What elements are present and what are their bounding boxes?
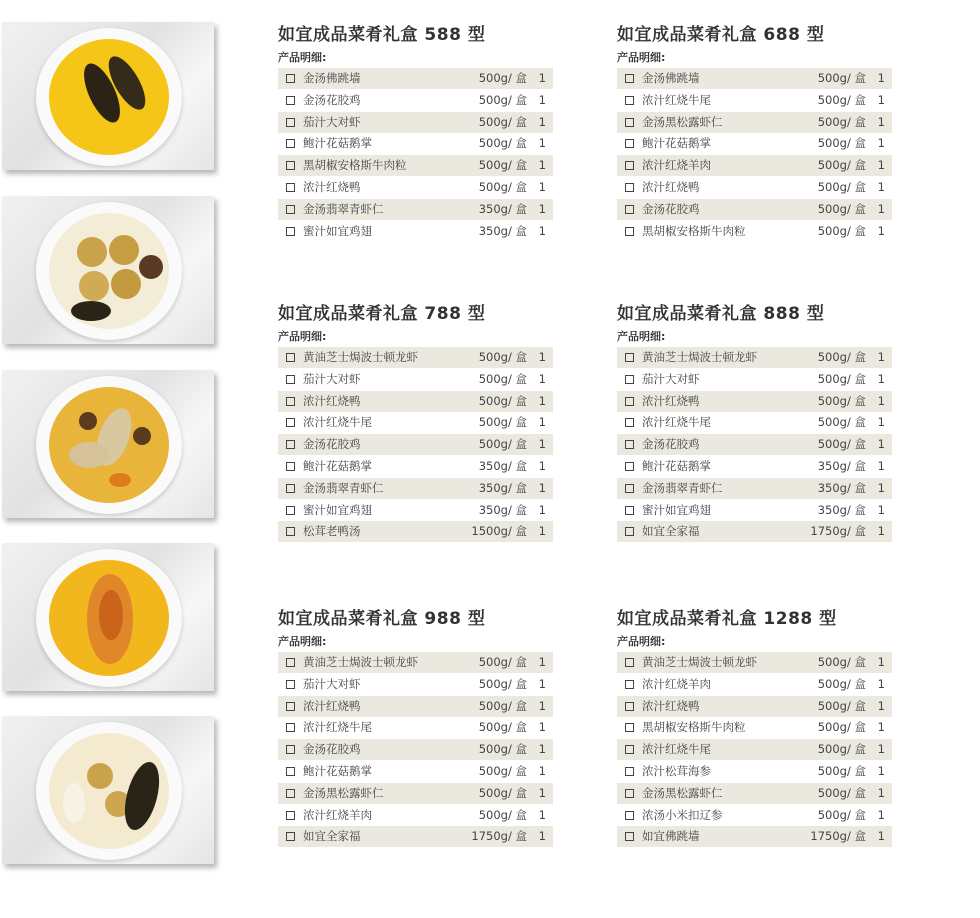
item-row — [617, 221, 892, 242]
item-weight: 500g/ 盒 — [817, 720, 866, 735]
detail-label: 产品明细: — [617, 51, 666, 64]
checkbox-square-icon — [625, 462, 634, 471]
box-title: 如宜成品菜肴礼盒 988 型 — [278, 609, 486, 629]
checkbox-square-icon — [286, 506, 295, 515]
gift-box-988 — [278, 607, 553, 848]
checkbox-square-icon — [286, 658, 295, 667]
checkbox-square-icon — [286, 702, 295, 711]
item-weight: 1750g/ 盒 — [810, 524, 866, 539]
item-count: 1 — [538, 524, 546, 539]
item-count: 1 — [538, 201, 546, 216]
item-count: 1 — [877, 458, 885, 473]
photo-soup — [49, 39, 169, 155]
checkbox-square-icon — [286, 183, 295, 192]
gift-box-688 — [617, 23, 892, 242]
item-name: 鲍汁花菇鹅掌 — [303, 763, 372, 778]
item-weight: 500g/ 盒 — [478, 179, 527, 194]
item-weight: 500g/ 盒 — [817, 71, 866, 85]
item-row — [617, 500, 892, 521]
item-name: 浓汁红烧牛尾 — [642, 742, 711, 757]
item-row — [617, 133, 892, 154]
item-weight: 500g/ 盒 — [817, 114, 866, 129]
checkbox-square-icon — [625, 832, 634, 841]
item-row — [278, 696, 553, 717]
item-count: 1 — [877, 158, 885, 173]
item-name: 浓汁红烧鸭 — [303, 179, 361, 194]
item-row — [617, 369, 892, 390]
item-name: 金汤花胶鸡 — [303, 437, 361, 452]
checkbox-square-icon — [286, 440, 295, 449]
item-weight: 350g/ 盒 — [478, 223, 527, 238]
item-list — [617, 68, 892, 242]
item-row — [278, 783, 553, 804]
item-count: 1 — [538, 71, 546, 85]
item-weight: 500g/ 盒 — [817, 698, 866, 713]
checkbox-square-icon — [625, 118, 634, 127]
item-count: 1 — [877, 742, 885, 757]
item-count: 1 — [877, 371, 885, 386]
item-name: 茄汁大对虾 — [303, 676, 361, 691]
checkbox-square-icon — [286, 484, 295, 493]
item-name: 金汤黑松露虾仁 — [642, 785, 723, 800]
item-name: 蜜汁如宜鸡翅 — [303, 223, 372, 238]
item-count: 1 — [877, 676, 885, 691]
item-weight: 350g/ 盒 — [817, 480, 866, 495]
box-title: 如宜成品菜肴礼盒 788 型 — [278, 304, 486, 324]
item-row — [278, 652, 553, 673]
item-name: 浓汁红烧鸭 — [642, 393, 700, 408]
item-name: 浓汁松茸海参 — [642, 763, 711, 778]
item-weight: 350g/ 盒 — [817, 458, 866, 473]
item-weight: 500g/ 盒 — [478, 371, 527, 386]
checkbox-square-icon — [625, 375, 634, 384]
item-name: 金汤花胶鸡 — [303, 742, 361, 757]
checkbox-square-icon — [625, 506, 634, 515]
item-count: 1 — [538, 763, 546, 778]
item-row — [617, 434, 892, 455]
item-row — [617, 412, 892, 433]
checkbox-square-icon — [625, 440, 634, 449]
item-name: 金汤翡翠青虾仁 — [642, 480, 723, 495]
item-weight: 500g/ 盒 — [817, 158, 866, 173]
item-name: 如宜全家福 — [642, 524, 700, 539]
checkbox-square-icon — [286, 375, 295, 384]
detail-label: 产品明细: — [617, 635, 666, 648]
item-row — [617, 717, 892, 738]
checkbox-square-icon — [625, 96, 634, 105]
item-weight: 500g/ 盒 — [817, 437, 866, 452]
item-row — [278, 155, 553, 176]
item-list — [278, 347, 553, 542]
item-row — [617, 761, 892, 782]
item-count: 1 — [877, 114, 885, 129]
item-weight: 500g/ 盒 — [478, 742, 527, 757]
item-row — [278, 221, 553, 242]
checkbox-square-icon — [286, 527, 295, 536]
checkbox-square-icon — [625, 74, 634, 83]
item-count: 1 — [877, 393, 885, 408]
item-row — [278, 521, 553, 542]
item-count: 1 — [877, 807, 885, 822]
checkbox-square-icon — [286, 767, 295, 776]
item-name: 蜜汁如宜鸡翅 — [642, 502, 711, 517]
item-count: 1 — [877, 829, 885, 844]
checkbox-square-icon — [625, 139, 634, 148]
item-name: 黑胡椒安格斯牛肉粒 — [303, 158, 407, 173]
item-row — [278, 478, 553, 499]
item-weight: 500g/ 盒 — [817, 393, 866, 408]
checkbox-square-icon — [625, 789, 634, 798]
item-count: 1 — [538, 415, 546, 430]
item-count: 1 — [538, 720, 546, 735]
item-count: 1 — [538, 393, 546, 408]
detail-label: 产品明细: — [278, 51, 327, 64]
checkbox-square-icon — [625, 658, 634, 667]
item-count: 1 — [877, 201, 885, 216]
item-weight: 500g/ 盒 — [817, 655, 866, 669]
item-count: 1 — [877, 223, 885, 238]
item-row — [617, 478, 892, 499]
checkbox-square-icon — [625, 680, 634, 689]
item-name: 浓汁红烧鸭 — [642, 179, 700, 194]
item-name: 浓汁红烧鸭 — [303, 393, 361, 408]
item-row — [278, 90, 553, 111]
item-row — [278, 717, 553, 738]
item-row — [617, 739, 892, 760]
item-name: 浓汁红烧羊肉 — [303, 807, 372, 822]
item-row — [278, 112, 553, 133]
item-name: 金汤黑松露虾仁 — [303, 785, 384, 800]
checkbox-square-icon — [286, 811, 295, 820]
item-count: 1 — [538, 655, 546, 669]
item-weight: 500g/ 盒 — [817, 136, 866, 151]
item-name: 金汤黑松露虾仁 — [642, 114, 723, 129]
item-count: 1 — [538, 92, 546, 107]
item-row — [617, 347, 892, 368]
item-count: 1 — [538, 371, 546, 386]
item-name: 黑胡椒安格斯牛肉粒 — [642, 223, 746, 238]
item-weight: 1500g/ 盒 — [471, 524, 527, 539]
item-weight: 500g/ 盒 — [817, 201, 866, 216]
checkbox-square-icon — [286, 227, 295, 236]
item-row — [617, 652, 892, 673]
item-name: 金汤翡翠青虾仁 — [303, 480, 384, 495]
item-count: 1 — [877, 437, 885, 452]
item-count: 1 — [538, 158, 546, 173]
sea-cucumber-soup-photo — [2, 22, 214, 170]
item-count: 1 — [538, 676, 546, 691]
item-row — [617, 783, 892, 804]
item-weight: 350g/ 盒 — [478, 458, 527, 473]
item-count: 1 — [877, 480, 885, 495]
item-name: 松茸老鸭汤 — [303, 524, 361, 539]
checkbox-square-icon — [286, 96, 295, 105]
item-weight: 500g/ 盒 — [817, 179, 866, 194]
box-title: 如宜成品菜肴礼盒 588 型 — [278, 25, 486, 45]
box-title: 如宜成品菜肴礼盒 888 型 — [617, 304, 825, 324]
item-name: 浓汁红烧牛尾 — [303, 415, 372, 430]
item-name: 蜜汁如宜鸡翅 — [303, 502, 372, 517]
item-weight: 500g/ 盒 — [478, 676, 527, 691]
item-name: 黄油芝士焗波士顿龙虾 — [642, 655, 757, 669]
item-count: 1 — [877, 415, 885, 430]
item-count: 1 — [538, 698, 546, 713]
item-weight: 500g/ 盒 — [817, 676, 866, 691]
item-name: 金汤花胶鸡 — [642, 437, 700, 452]
item-row — [617, 90, 892, 111]
item-count: 1 — [538, 114, 546, 129]
detail-label: 产品明细: — [278, 635, 327, 648]
item-weight: 1750g/ 盒 — [810, 829, 866, 844]
item-list — [278, 652, 553, 847]
item-weight: 500g/ 盒 — [817, 807, 866, 822]
item-count: 1 — [538, 179, 546, 194]
item-row — [278, 199, 553, 220]
item-weight: 500g/ 盒 — [478, 114, 527, 129]
item-row — [278, 761, 553, 782]
item-count: 1 — [538, 502, 546, 517]
checkbox-square-icon — [625, 161, 634, 170]
item-weight: 500g/ 盒 — [478, 785, 527, 800]
item-weight: 500g/ 盒 — [478, 655, 527, 669]
item-name: 茄汁大对虾 — [642, 371, 700, 386]
item-name: 浓汁红烧羊肉 — [642, 676, 711, 691]
checkbox-square-icon — [286, 680, 295, 689]
item-name: 浓汁红烧牛尾 — [642, 415, 711, 430]
item-name: 金汤翡翠青虾仁 — [303, 201, 384, 216]
checkbox-square-icon — [286, 161, 295, 170]
item-name: 金汤佛跳墙 — [303, 71, 361, 85]
checkbox-square-icon — [286, 397, 295, 406]
checkbox-square-icon — [286, 205, 295, 214]
box-title: 如宜成品菜肴礼盒 1288 型 — [617, 609, 837, 629]
item-count: 1 — [877, 763, 885, 778]
item-name: 金汤佛跳墙 — [642, 71, 700, 85]
gift-box-1288 — [617, 607, 892, 848]
item-name: 浓汁红烧牛尾 — [303, 720, 372, 735]
item-count: 1 — [538, 829, 546, 844]
item-row — [278, 500, 553, 521]
item-row — [617, 521, 892, 542]
checkbox-square-icon — [286, 118, 295, 127]
item-row — [278, 391, 553, 412]
item-count: 1 — [877, 698, 885, 713]
item-weight: 500g/ 盒 — [478, 92, 527, 107]
item-weight: 500g/ 盒 — [817, 92, 866, 107]
item-row — [617, 826, 892, 847]
item-weight: 500g/ 盒 — [478, 136, 527, 151]
item-row — [278, 434, 553, 455]
gift-box-788 — [278, 302, 553, 543]
item-count: 1 — [538, 350, 546, 364]
item-weight: 1750g/ 盒 — [471, 829, 527, 844]
item-name: 茄汁大对虾 — [303, 114, 361, 129]
checkbox-square-icon — [286, 789, 295, 798]
item-weight: 500g/ 盒 — [817, 415, 866, 430]
checkbox-square-icon — [625, 183, 634, 192]
item-name: 浓汁红烧牛尾 — [642, 92, 711, 107]
seafood-platter-photo — [2, 716, 214, 864]
item-weight: 500g/ 盒 — [478, 415, 527, 430]
checkbox-square-icon — [625, 484, 634, 493]
item-count: 1 — [538, 223, 546, 238]
checkbox-square-icon — [625, 745, 634, 754]
item-weight: 500g/ 盒 — [478, 807, 527, 822]
item-weight: 350g/ 盒 — [478, 480, 527, 495]
checkbox-square-icon — [625, 811, 634, 820]
item-row — [617, 112, 892, 133]
item-weight: 500g/ 盒 — [478, 763, 527, 778]
item-name: 金汤花胶鸡 — [303, 92, 361, 107]
item-weight: 500g/ 盒 — [817, 763, 866, 778]
item-count: 1 — [877, 71, 885, 85]
item-weight: 350g/ 盒 — [478, 502, 527, 517]
item-row — [617, 674, 892, 695]
item-count: 1 — [877, 524, 885, 539]
item-name: 如宜佛跳墙 — [642, 829, 700, 844]
checkbox-square-icon — [625, 723, 634, 732]
item-weight: 500g/ 盒 — [817, 742, 866, 757]
item-weight: 500g/ 盒 — [478, 158, 527, 173]
item-row — [278, 177, 553, 198]
checkbox-square-icon — [625, 205, 634, 214]
item-row — [278, 805, 553, 826]
item-name: 黑胡椒安格斯牛肉粒 — [642, 720, 746, 735]
item-row — [278, 456, 553, 477]
item-name: 鲍汁花菇鹅掌 — [642, 136, 711, 151]
item-row — [278, 674, 553, 695]
checkbox-square-icon — [286, 723, 295, 732]
item-weight: 500g/ 盒 — [817, 785, 866, 800]
chicken-soup-photo — [2, 370, 214, 518]
checkbox-square-icon — [286, 462, 295, 471]
item-row — [278, 826, 553, 847]
item-count: 1 — [877, 92, 885, 107]
item-weight: 500g/ 盒 — [478, 71, 527, 85]
checkbox-square-icon — [286, 74, 295, 83]
box-title: 如宜成品菜肴礼盒 688 型 — [617, 25, 825, 45]
item-row — [617, 68, 892, 89]
item-count: 1 — [538, 807, 546, 822]
item-row — [617, 155, 892, 176]
item-row — [278, 412, 553, 433]
item-count: 1 — [877, 179, 885, 194]
item-count: 1 — [877, 785, 885, 800]
item-name: 鲍汁花菇鹅掌 — [642, 458, 711, 473]
item-row — [278, 347, 553, 368]
item-name: 鲍汁花菇鹅掌 — [303, 136, 372, 151]
item-row — [617, 177, 892, 198]
item-row — [278, 739, 553, 760]
checkbox-square-icon — [625, 702, 634, 711]
item-row — [617, 199, 892, 220]
item-row — [278, 68, 553, 89]
item-count: 1 — [877, 655, 885, 669]
checkbox-square-icon — [625, 418, 634, 427]
item-name: 浓汁红烧鸭 — [303, 698, 361, 713]
item-weight: 500g/ 盒 — [817, 350, 866, 364]
checkbox-square-icon — [286, 832, 295, 841]
item-count: 1 — [877, 720, 885, 735]
item-name: 如宜全家福 — [303, 829, 361, 844]
gift-box-888 — [617, 302, 892, 543]
item-weight: 500g/ 盒 — [478, 350, 527, 364]
gift-box-588 — [278, 23, 553, 242]
abalone-platter-photo — [2, 196, 214, 344]
item-weight: 500g/ 盒 — [817, 223, 866, 238]
item-count: 1 — [877, 502, 885, 517]
detail-label: 产品明细: — [617, 330, 666, 343]
item-count: 1 — [538, 480, 546, 495]
checkbox-square-icon — [286, 418, 295, 427]
item-name: 茄汁大对虾 — [303, 371, 361, 386]
item-count: 1 — [538, 136, 546, 151]
item-list — [617, 652, 892, 847]
item-row — [617, 456, 892, 477]
checkbox-square-icon — [625, 767, 634, 776]
item-weight: 500g/ 盒 — [817, 371, 866, 386]
item-count: 1 — [877, 136, 885, 151]
item-name: 浓汁红烧羊肉 — [642, 158, 711, 173]
item-name: 浓汤小米扣辽参 — [642, 807, 723, 822]
item-row — [278, 369, 553, 390]
item-name: 黄油芝士焗波士顿龙虾 — [642, 350, 757, 364]
item-weight: 350g/ 盒 — [817, 502, 866, 517]
item-count: 1 — [538, 742, 546, 757]
checkbox-square-icon — [286, 353, 295, 362]
item-row — [278, 133, 553, 154]
item-name: 鲍汁花菇鹅掌 — [303, 458, 372, 473]
item-row — [617, 805, 892, 826]
item-name: 黄油芝士焗波士顿龙虾 — [303, 655, 418, 669]
item-weight: 350g/ 盒 — [478, 201, 527, 216]
crayfish-noodle-photo — [2, 543, 214, 691]
checkbox-square-icon — [625, 397, 634, 406]
checkbox-square-icon — [286, 745, 295, 754]
checkbox-square-icon — [286, 139, 295, 148]
item-name: 黄油芝士焗波士顿龙虾 — [303, 350, 418, 364]
item-row — [617, 391, 892, 412]
item-count: 1 — [877, 350, 885, 364]
item-row — [617, 696, 892, 717]
item-weight: 500g/ 盒 — [478, 720, 527, 735]
item-name: 浓汁红烧鸭 — [642, 698, 700, 713]
item-weight: 500g/ 盒 — [478, 393, 527, 408]
item-count: 1 — [538, 458, 546, 473]
item-count: 1 — [538, 437, 546, 452]
checkbox-square-icon — [625, 227, 634, 236]
item-weight: 500g/ 盒 — [478, 698, 527, 713]
item-name: 金汤花胶鸡 — [642, 201, 700, 216]
item-list — [617, 347, 892, 542]
checkbox-square-icon — [625, 527, 634, 536]
item-count: 1 — [538, 785, 546, 800]
item-weight: 500g/ 盒 — [478, 437, 527, 452]
checkbox-square-icon — [625, 353, 634, 362]
detail-label: 产品明细: — [278, 330, 327, 343]
item-list — [278, 68, 553, 242]
